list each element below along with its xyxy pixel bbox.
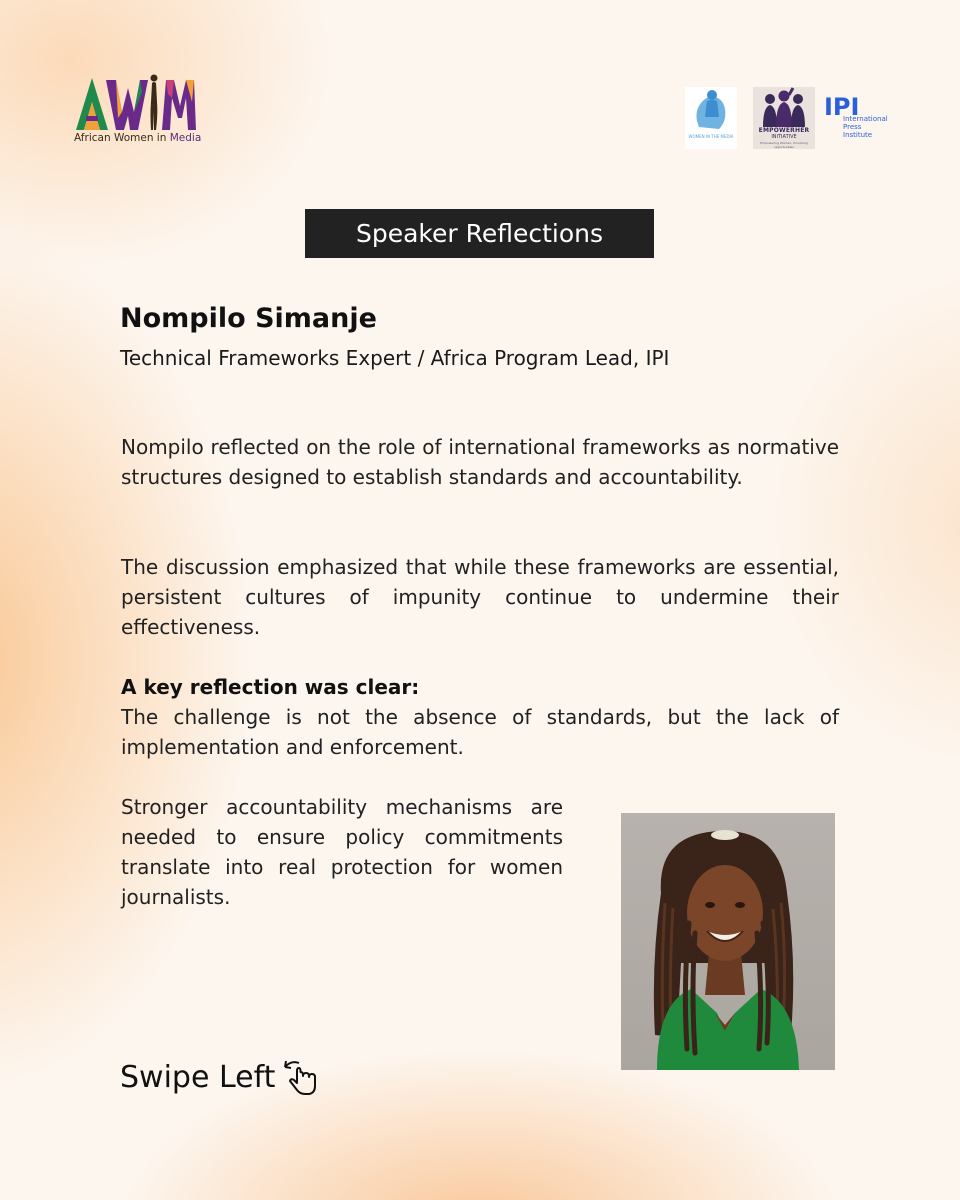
women-in-media-globe-icon — [685, 87, 737, 135]
key-reflection-heading: A key reflection was clear: — [121, 675, 420, 699]
reflection-paragraph-4: Stronger accountability mechanisms are needed to ensure policy commitments translate into real protection for women journalists. — [121, 795, 563, 909]
swipe-left-prompt — [120, 1057, 321, 1097]
empowerher-line1: EMPOWERHER — [758, 127, 810, 134]
awim-logo — [72, 72, 202, 150]
empowerher-line2: INITIATIVE — [771, 134, 797, 140]
awim-logo-icon — [72, 72, 196, 134]
ipi-logo-mark: IPI — [824, 93, 860, 121]
reflection-paragraph-2: The discussion emphasized that while these frameworks are essential, persistent cultures of impunity continue to undermine their effectiveness. — [121, 555, 839, 639]
speaker-role: Technical Frameworks Expert / Africa Program Lead, IPI — [120, 346, 670, 370]
partner-logo-subtitle: WOMEN IN THE MEDIA — [688, 134, 734, 139]
swipe-hand-icon — [281, 1057, 321, 1097]
speaker-photo — [621, 813, 835, 1070]
partner-logo-women-in-media — [685, 87, 737, 149]
ipi-logo-text — [843, 115, 888, 139]
awim-org-name: African Women in Media — [74, 132, 202, 144]
empowerher-tagline: Empowering Women, Unlocking opportunities — [760, 141, 808, 149]
speaker-name: Nompilo Simanje — [120, 303, 377, 334]
partner-logo-ipi — [822, 93, 902, 143]
banner-title: Speaker Reflections — [355, 219, 604, 248]
partner-logo-empowerher — [753, 87, 815, 149]
ipi-line1: International — [843, 115, 888, 123]
ipi-line2: Press — [843, 123, 862, 131]
reflection-paragraph-3: The challenge is not the absence of standards, but the lack of implementation and enforcement. — [121, 705, 839, 759]
speaker-portrait-icon — [621, 813, 835, 1070]
reflection-paragraph-1: Nompilo reflected on the role of international frameworks as normative structures designed to establish standards and accountability. — [121, 435, 839, 489]
swipe-left-label: Swipe Left — [120, 1059, 276, 1095]
ipi-line3: Institute — [843, 131, 873, 139]
section-banner — [305, 209, 654, 258]
empowerher-women-icon — [753, 87, 815, 127]
